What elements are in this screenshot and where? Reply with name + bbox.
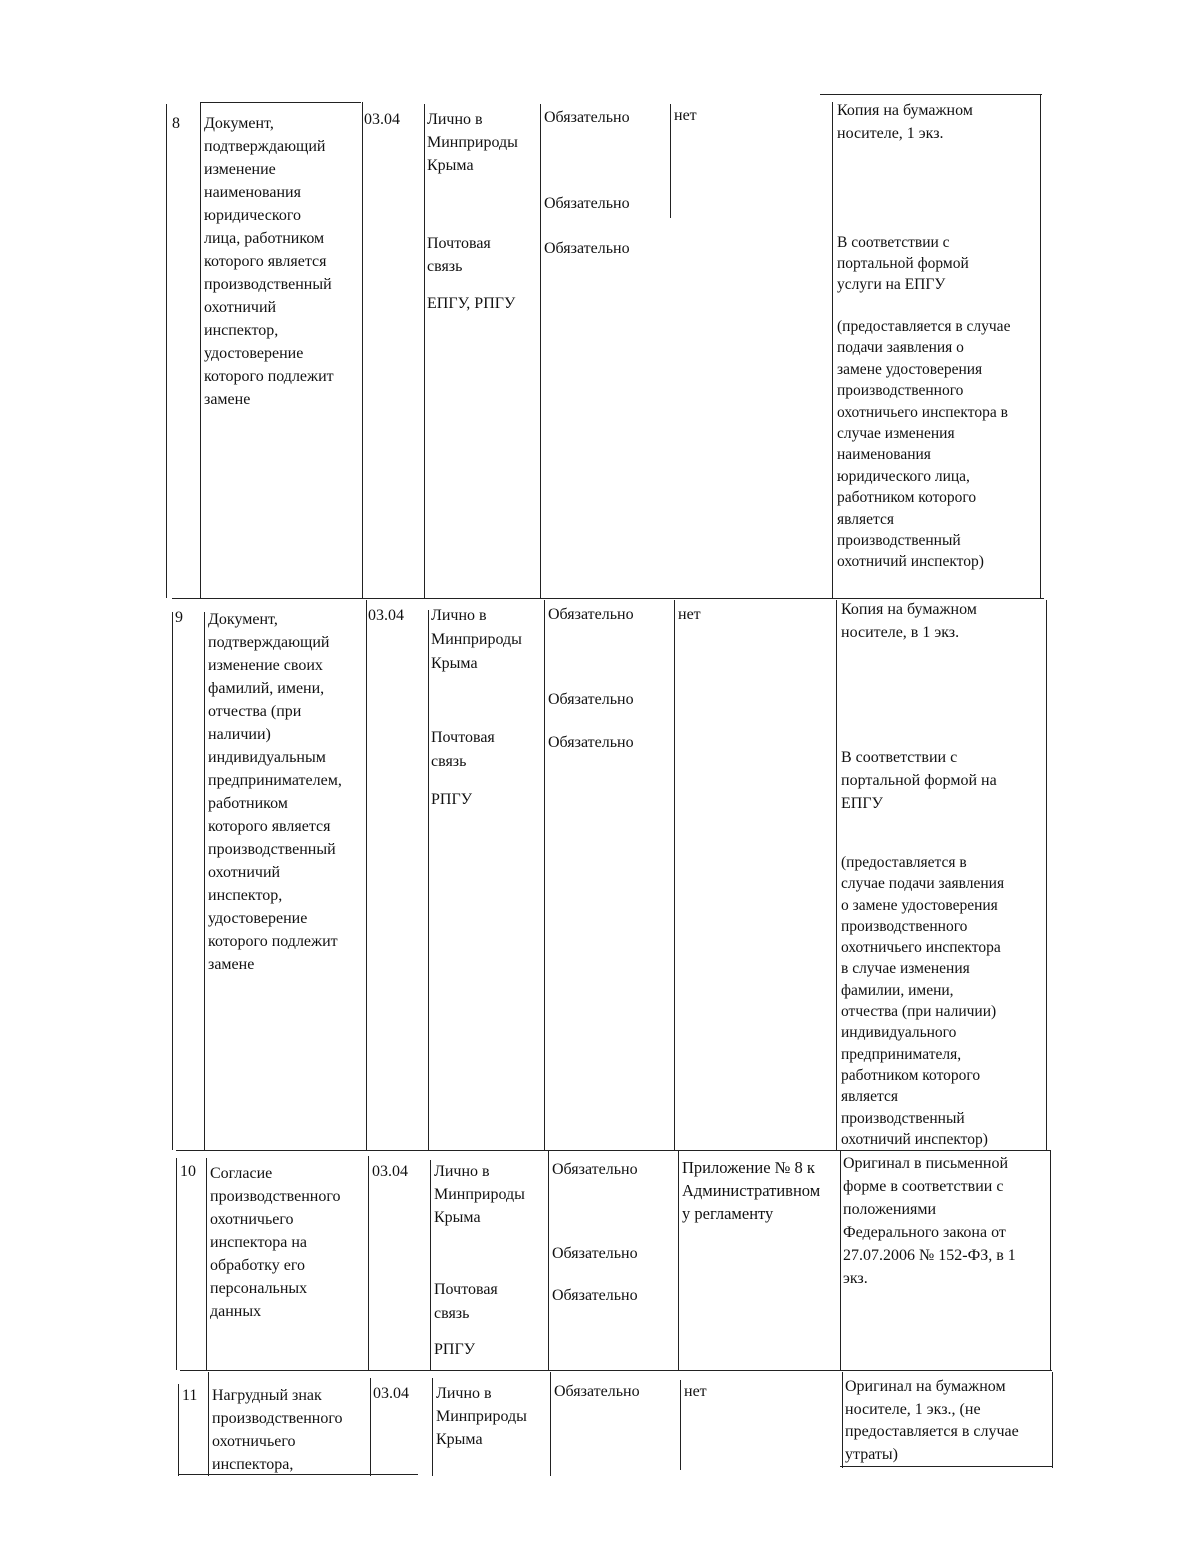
required-status: Обязательно bbox=[544, 109, 630, 126]
form-reference: нет bbox=[678, 606, 701, 623]
row-number: 11 bbox=[182, 1387, 198, 1404]
submission-note: (предоставляется в случае подачи заявления о замене удостоверения производственного охотничьего инспектора в случае изменения фамилии, имени, отчества (при наличии) индивидуального предпринимателя, работником которого является производственный охотничий инспектор) bbox=[841, 854, 1005, 1148]
submission-note: Оригинал в письменной форме в соответствии с положениями Федерального закона от 27.07.2006 № 152-ФЗ, в 1 экз. bbox=[843, 1155, 1016, 1287]
method-post: Почтовая связь bbox=[427, 235, 491, 275]
document-name: Документ, подтверждающий изменение наименования юридического лица, работником которого является производственный охотничий инспектор, удостоверение которого подлежит замене bbox=[204, 115, 334, 408]
method-post: Почтовая связь bbox=[434, 1281, 498, 1322]
required-status: Обязательно bbox=[552, 1287, 638, 1304]
row-number: 8 bbox=[172, 115, 180, 132]
code: 03.04 bbox=[373, 1385, 409, 1402]
method-in-person: Лично в Минприроды Крыма bbox=[436, 1385, 527, 1448]
submission-note: Оригинал на бумажном носителе, 1 экз., (не предоставляется в случае утраты) bbox=[845, 1378, 1019, 1463]
submission-note: В соответствии с портальной формой на ЕПГУ bbox=[841, 749, 997, 812]
method-online: РПГУ bbox=[434, 1341, 476, 1358]
method-post: Почтовая связь bbox=[431, 729, 495, 770]
document-name: Документ, подтверждающий изменение своих фамилий, имени, отчества (при наличии) индивидуальным предпринимателем, работником которого является производственный охотничий инспектор, удостоверение которого подлежит замене bbox=[208, 611, 342, 973]
method-online: РПГУ bbox=[431, 791, 473, 808]
submission-note: Копия на бумажном носителе, 1 экз. bbox=[837, 102, 973, 142]
submission-note: (предоставляется в случае подачи заявления о замене удостоверения производственного охотничьего инспектора в случае изменения наименования юридического лица, работником которого является производственный охотничий инспектор) bbox=[837, 318, 1011, 571]
row-number: 10 bbox=[180, 1163, 196, 1180]
form-reference: нет bbox=[674, 107, 697, 124]
submission-note: В соответствии с портальной формой услуги на ЕПГУ bbox=[837, 234, 969, 293]
document-name: Нагрудный знак производственного охотничьего инспектора, bbox=[212, 1387, 343, 1473]
form-reference: нет bbox=[684, 1383, 707, 1400]
method-in-person: Лично в Минприроды Крыма bbox=[431, 607, 522, 672]
required-status: Обязательно bbox=[548, 691, 634, 708]
required-status: Обязательно bbox=[544, 240, 630, 257]
code: 03.04 bbox=[368, 607, 404, 624]
required-status: Обязательно bbox=[548, 606, 634, 623]
code: 03.04 bbox=[364, 111, 400, 128]
submission-note: Копия на бумажном носителе, в 1 экз. bbox=[841, 601, 977, 641]
required-status: Обязательно bbox=[544, 195, 630, 212]
method-in-person: Лично в Минприроды Крыма bbox=[427, 111, 518, 174]
form-reference: Приложение № 8 к Административном у регламенту bbox=[682, 1158, 821, 1223]
code: 03.04 bbox=[372, 1163, 408, 1180]
required-status: Обязательно bbox=[548, 734, 634, 751]
method-in-person: Лично в Минприроды Крыма bbox=[434, 1163, 525, 1226]
document-name: Согласие производственного охотничьего инспектора на обработку его персональных данных bbox=[210, 1165, 341, 1320]
required-status: Обязательно bbox=[552, 1245, 638, 1262]
row-number: 9 bbox=[175, 609, 183, 626]
required-status: Обязательно bbox=[554, 1383, 640, 1400]
method-online: ЕПГУ, РПГУ bbox=[427, 295, 516, 312]
required-status: Обязательно bbox=[552, 1161, 638, 1178]
